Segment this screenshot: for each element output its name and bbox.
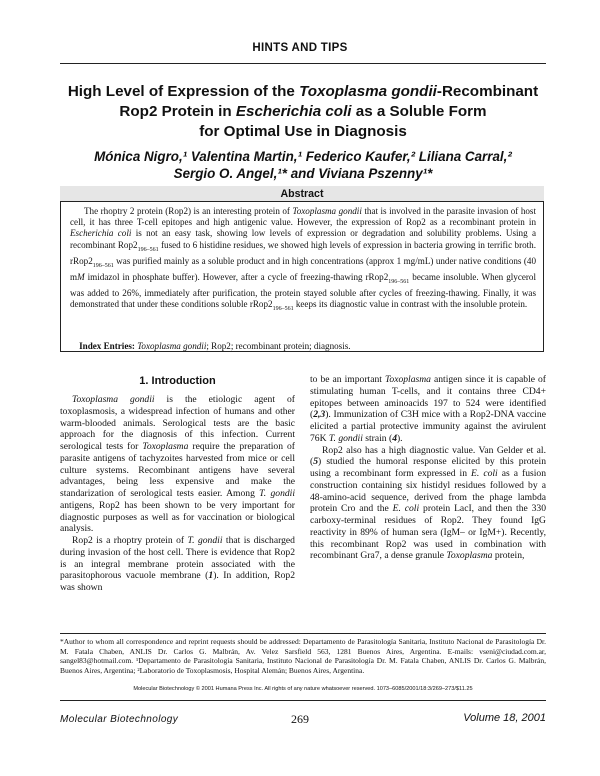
abstract-heading: Abstract: [60, 186, 544, 202]
footer-rule: [60, 700, 546, 701]
body-column-right: [310, 374, 546, 562]
page-number: 269: [291, 712, 309, 726]
author-list: Mónica Nigro,¹ Valentina Martin,¹ Federico Kaufer,² Liliana Carral,² Sergio O. Angel,¹* and Viviana Pszenny¹*: [94, 149, 512, 181]
article-title: High Level of Expression of the Toxoplasma gondii-Recombinant Rop2 Protein in Escherichia coli as a Soluble Form for Optimal Use in Diagnosis: [67, 83, 539, 140]
paragraph: Toxoplasma gondii is the etiologic agent of toxoplasmosis, a widespread infection of humans and other warm-blooded animals. Serological tests are the basic approach for the diagnosis of this infection. Current serological tests for Toxoplasma require the preparation of parasite antigens of tachyzoites harvested from mice or cell culture systems. Recombinant antigens have several advantages, being less expensive and make the standarization of serological tests easier. Among T. gondii antigens, Rop2 has been shown to be very important for diagnostic purposes as well as for vaccination or biological analysis.: [60, 394, 296, 535]
introduction-heading: 1. Introduction: [139, 375, 216, 387]
footnote-rule: [60, 633, 546, 634]
index-entries: Index Entries: Toxoplasma gondii; Rop2; recombinant protein; diagnosis.: [79, 341, 351, 351]
header-rule: [60, 63, 546, 64]
volume-info: Volume 18, 2001: [463, 712, 546, 724]
correspondence-footnote: *Author to whom all correspondence and reprint requests should be addressed: Departamento de Parasitología Sanitaria, Instituto Nacional de Parasitología Dr. M. Fatala Chaben, ANLIS Dr. Carlos G. Malbrán, Av. Velez Sarsfield 563, 1281 Buenos Aires, Argentina. E-mails: vseni@ciudad.com.ar, sangel83@hotmail.com. ¹Departamento de Parasitología Sanitaria, Instituto Nacional de Parasitología Dr. M. Fatala Chaben, ANLIS Dr. Carlos G. Malbrán, Buenos Aires, Argentina; ²Laboratorio de Toxoplasmosis, Hospital Alemán; Buenos Aires, Argentina.: [60, 637, 546, 675]
journal-name: Molecular Biotechnology: [60, 714, 179, 725]
body-column-left: [60, 394, 295, 594]
abstract-text: The rhoptry 2 protein (Rop2) is an interesting protein of Toxoplasma gondii that is involved in the parasite invasion of host cell, it has three T-cell epitopes and high antigenic value. However, the expression of Rop2 as a recombinant protein in Escherichia coli is not an easy task, showing low levels of expression or degradation and solubility problems. Using a recombinant $Rop2_{196-561}$ fused to 6 histidine residues, we showed high levels of expression in bacteria growing in terrific broth. $rRop2_{196-561}$ was purified mainly as a soluble product and in high concentrations (approx 1 mg/mL) under native conditions (40 mM imidazol in phosphate buffer). However, after a cycle of freezing-thawing $rRop2_{196-561}$ became insoluble. When glycerol was added to 26%, immediately after purification, the protein stayed soluble after cycles of freezing-thawing. Finally, it was demonstrated that under these conditions soluble $rRop2_{196-561}$ keeps its diagnostic value in contrast with the insoluble protein.: [70, 206, 536, 312]
paragraph: to be an important Toxoplasma antigen since it is capable of stimulating human T-cells, and it contains three CD4+ epitopes between aminoacids 197 to 524 were identified (2,3). Immunization of C3H mice with a Rop2-DNA vaccine elicited a partial protective immunity against the avirulent 76K T. gondii strain (4).: [310, 374, 547, 444]
paragraph: Rop2 also has a high diagnostic value. Van Gelder et al. (5) studied the humoral response elicited by this protein using a recombinant form expressed in E. coli as a fusion construction containing six histidyl residues followed by a 48-amino-acid sequence, derived from the phage lambda protein Cro and the E. coli protein LacI, and then the 330 carboxy-terminal residues of Rop2. They found IgG reactivity in 89% of human sera (IgM– or IgM+). Recently, this recombinant Rop2 was used in combination with recombinant Gra7, a dense granule Toxoplasma protein,: [310, 444, 547, 562]
section-label: HINTS AND TIPS: [252, 42, 348, 54]
copyright-line: Molecular Biotechnology © 2001 Humana Press Inc. All rights of any nature whatsoever reserved. 1073–6085/2001/18:3/269–273/$11.25: [133, 686, 473, 692]
paragraph: Rop2 is a rhoptry protein of T. gondii that is discharged during invasion of the host cell. There is evidence that Rop2 is an integral membrane protein associated with the parasitophorous vacuole membrane (1). In addition, Rop2 was shown: [60, 535, 295, 593]
